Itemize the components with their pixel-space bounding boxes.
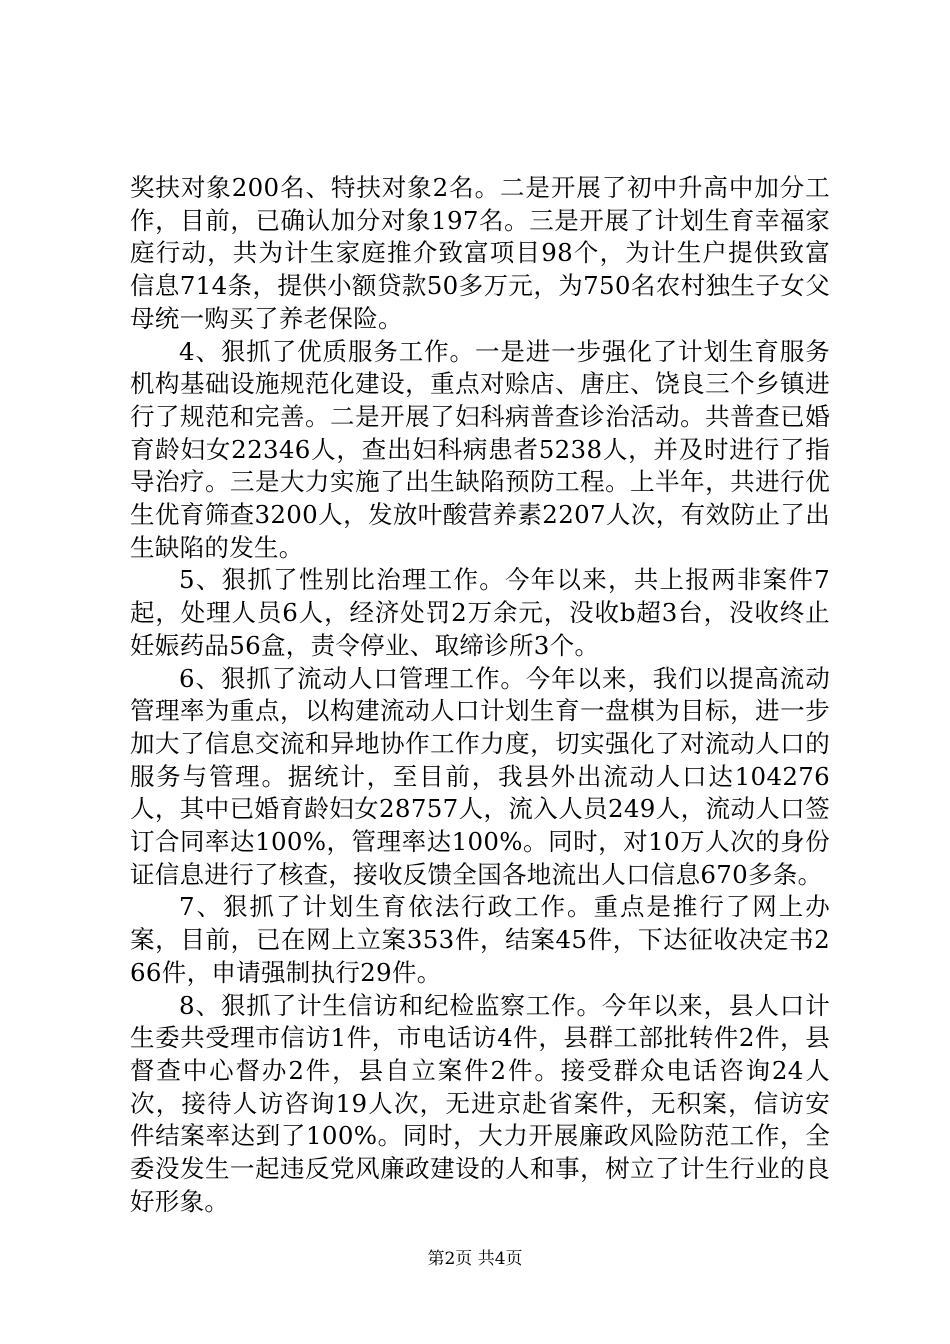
document-body [130,172,830,1219]
paragraph-floating-population: 6、狠抓了流动人口管理工作。今年以来，我们以提高流动管理率为重点，以构建流动人口计划生育一盘棋为目标，进一步加大了信息交流和异地协作工作力度，切实强化了对流动人口的服务与管理。据统计，至目前，我县外出流动人口达104276人，其中已婚育龄妇女28757人，流入人员249人，流动人口签订合同率达100%，管理率达100%。同时，对10万人次的身份证信息进行了核查，接收反馈全国各地流出人口信息670多条。 [130,663,830,889]
page-number-footer: 第2页 共4页 [427,1249,523,1269]
paragraph-continuation: 奖扶对象200名、特扶对象2名。二是开展了初中升高中加分工作，目前，已确认加分对象197名。三是开展了计划生育幸福家庭行动，共为计生家庭推介致富项目98个，为计生户提供致富信息714条，提供小额贷款50多万元，为750名农村独生子女父母统一购买了养老保险。 [130,173,830,333]
paragraph-petition-supervision: 8、狠抓了计生信访和纪检监察工作。今年以来，县人口计生委共受理市信访1件，市电话访4件，县群工部批转件2件，县督查中心督办2件，县自立案件2件。接受群众电话咨询24人次，接待人访咨询19人次，无进京赴省案件，无积案，信访安件结案率达到了100%。同时，大力开展廉政风险防范工作，全委没发生一起违反党风廉政建设的人和事，树立了计生行业的良好形象。 [130,990,830,1216]
paragraph-quality-service: 4、狠抓了优质服务工作。一是进一步强化了计划生育服务机构基础设施规范化建设，重点对赊店、唐庄、饶良三个乡镇进行了规范和完善。二是开展了妇科病普查诊治活动。共普查已婚育龄妇女22346人，查出妇科病患者5238人，并及时进行了指导治疗。三是大力实施了出生缺陷预防工程。上半年，共进行优生优育筛查3200人，发放叶酸营养素2207人次，有效防止了出生缺陷的发生。 [130,336,830,562]
paragraph-lawful-administration: 7、狠抓了计划生育依法行政工作。重点是推行了网上办案，目前，已在网上立案353件，结案45件，下达征收决定书266件，申请强制执行29件。 [130,892,830,987]
paragraph-gender-ratio: 5、狠抓了性别比治理工作。今年以来，共上报两非案件7起，处理人员6人，经济处罚2万余元，没收b超3台，没收终止妊娠药品56盒，责令停业、取缔诊所3个。 [130,565,830,660]
